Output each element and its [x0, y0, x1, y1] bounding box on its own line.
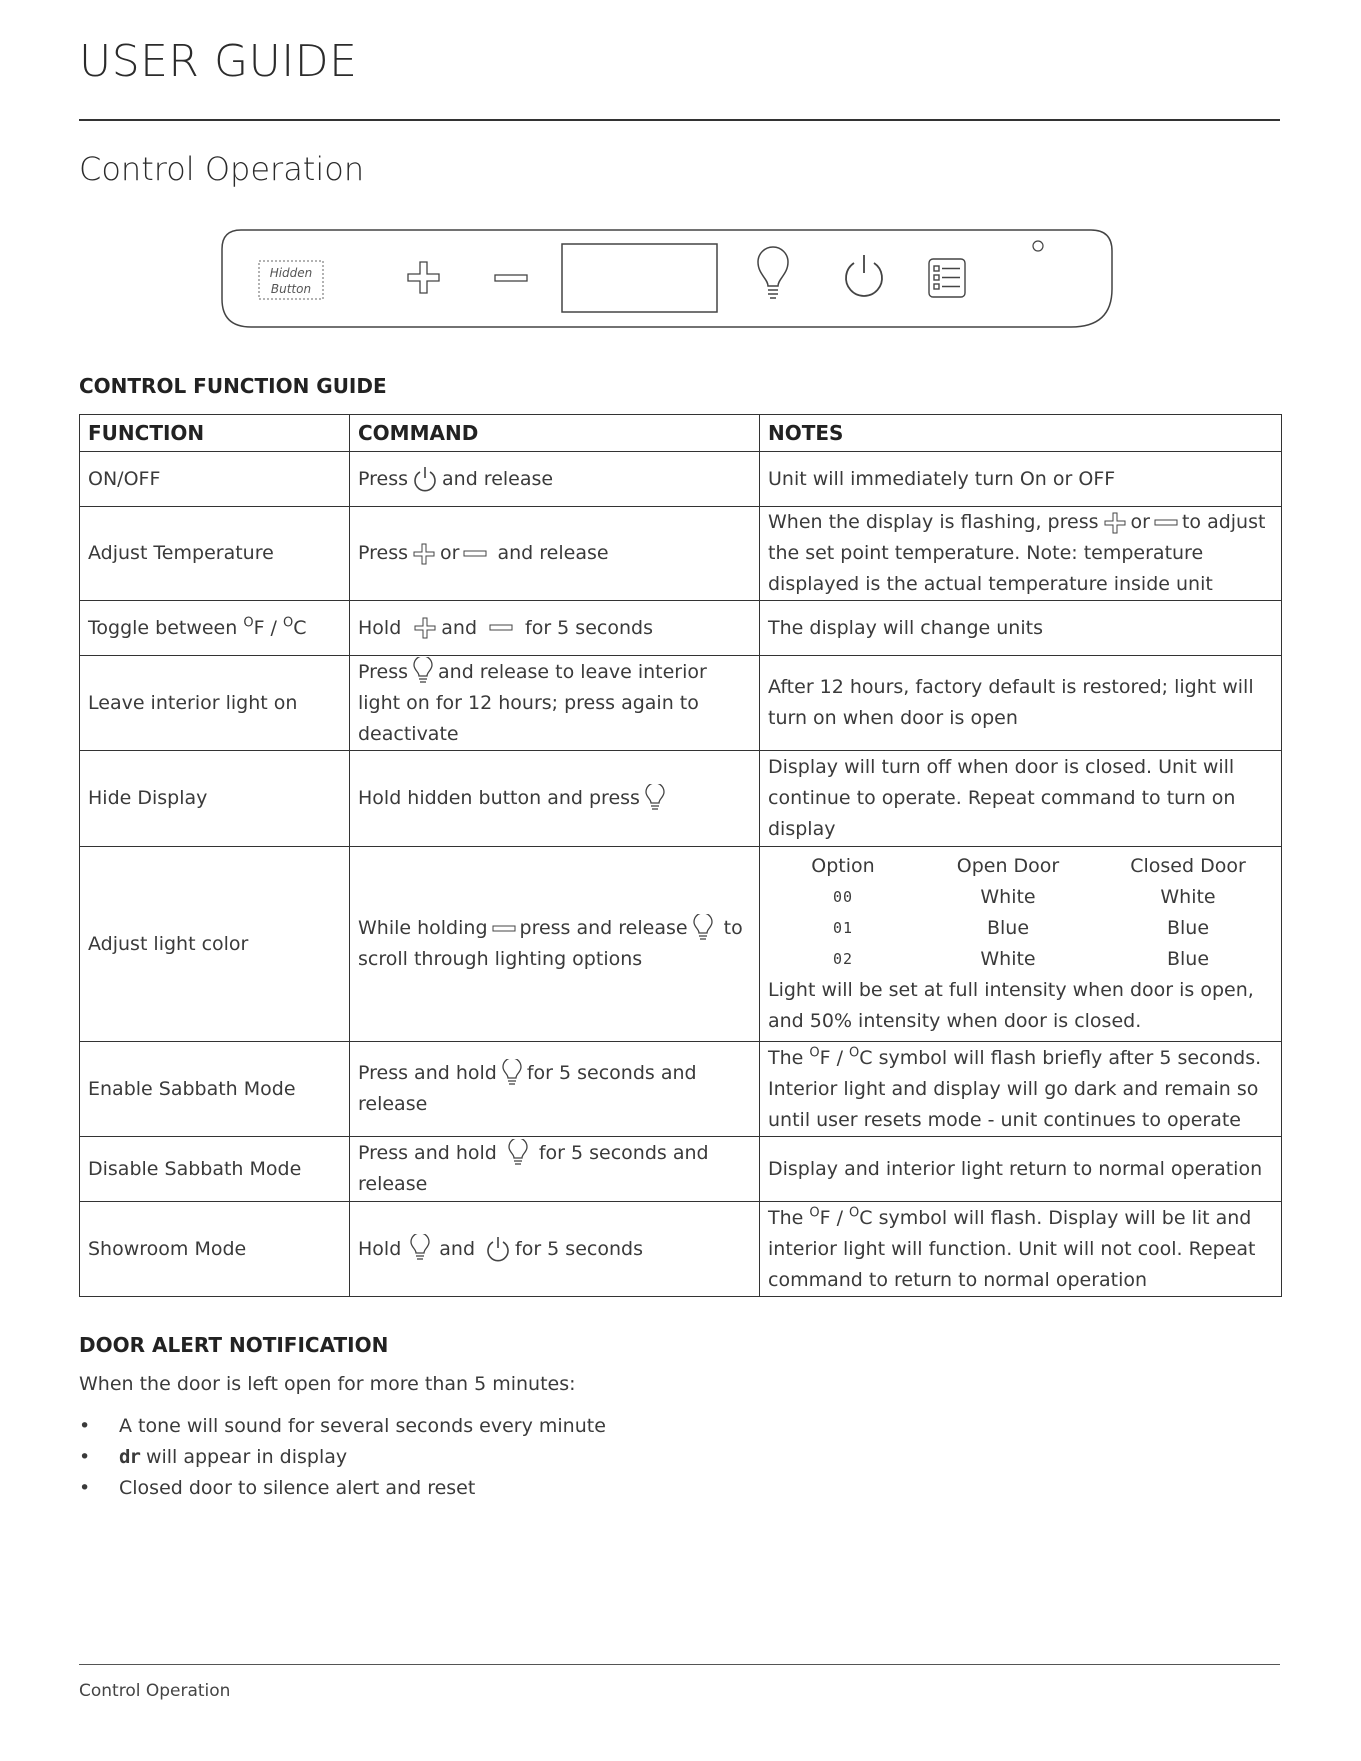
table-row: [80, 847, 1282, 1042]
notes-cell: Display will turn off when door is closed. Unit will continue to operate. Repeat command to turn on display: [760, 751, 1282, 847]
bullet-glyph: •: [79, 1446, 91, 1468]
power-icon: [412, 465, 438, 493]
option-header: Option: [811, 855, 875, 877]
power-icon: [846, 255, 882, 296]
command-cell: Press and release: [350, 452, 760, 507]
function-cell: Enable Sabbath Mode: [80, 1042, 350, 1137]
notes-cell: [760, 847, 1282, 1042]
table-row: [80, 1042, 1282, 1137]
light-bulb-icon: [412, 657, 434, 687]
door-alert-title: DOOR ALERT NOTIFICATION: [79, 1333, 389, 1357]
function-cell: Leave interior light on: [80, 656, 350, 751]
light-options-footnote: Light will be set at full intensity when door is open, and 50% intensity when door is closed.: [768, 979, 1254, 1032]
minus-icon: [492, 924, 516, 934]
footer-text: Control Operation: [79, 1681, 231, 1701]
light-options-table: [768, 851, 1273, 975]
light-bulb-icon: [644, 784, 666, 814]
command-cell: Hold hidden button and press: [350, 751, 760, 847]
light-bulb-icon: [507, 1139, 529, 1169]
section-title: Control Operation: [79, 150, 365, 188]
option-code: 01: [832, 919, 854, 937]
function-cell: Adjust Temperature: [80, 507, 350, 601]
function-cell: Hide Display: [80, 751, 350, 847]
list-item: • dr will appear in display: [79, 1442, 606, 1473]
page-header-title: USER GUIDE: [79, 36, 358, 87]
header-notes: NOTES: [760, 415, 1282, 452]
table-row: [80, 1137, 1282, 1202]
display-window: [562, 244, 717, 312]
function-cell: Showroom Mode: [80, 1202, 350, 1297]
option-code: 00: [832, 888, 854, 906]
plus-icon: [412, 542, 436, 566]
notes-cell: The $^O$F / $^O$C symbol will flash briefly after 5 seconds. Interior light and display will go dark and remain so until user resets mode - unit continues to operate: [760, 1042, 1282, 1137]
control-panel-illustration: [221, 229, 1113, 329]
option-open: White: [980, 886, 1036, 908]
option-open: White: [980, 948, 1036, 970]
closed-door-header: Closed Door: [1130, 855, 1246, 877]
plus-icon: [413, 616, 437, 640]
function-cell: Toggle between $^O$F / $^O$C: [80, 601, 350, 656]
notes-cell: When the display is flashing, press or to adjust the set point temperature. Note: temperature displayed is the actual temperature inside unit: [760, 507, 1282, 601]
option-closed: White: [1160, 886, 1216, 908]
notes-cell: The display will change units: [760, 601, 1282, 656]
guide-title: CONTROL FUNCTION GUIDE: [79, 374, 387, 398]
light-bulb-icon: [501, 1059, 523, 1089]
power-icon: [485, 1235, 511, 1263]
hidden-button-label-2: Button: [270, 282, 312, 296]
command-cell: Press and hold for 5 seconds and release: [350, 1137, 760, 1202]
door-alert-list: [79, 1411, 606, 1504]
option-code: 02: [832, 950, 854, 968]
light-bulb-icon: [758, 247, 788, 298]
option-closed: Blue: [1166, 917, 1210, 939]
hidden-button-label-1: Hidden: [269, 266, 313, 280]
menu-list-icon: [929, 259, 965, 297]
table-row: [80, 1202, 1282, 1297]
minus-icon: [463, 549, 487, 559]
table-row: [80, 452, 1282, 507]
plus-icon: [1103, 511, 1127, 535]
notes-cell: Unit will immediately turn On or OFF: [760, 452, 1282, 507]
header-divider: [79, 119, 1280, 121]
minus-icon: [1154, 518, 1178, 528]
command-cell: Hold and for 5 seconds: [350, 601, 760, 656]
notes-cell: Display and interior light return to normal operation: [760, 1137, 1282, 1202]
table-header-row: [80, 415, 1282, 452]
command-cell: Hold and for 5 seconds: [350, 1202, 760, 1297]
control-function-table: [79, 414, 1282, 1297]
light-bulb-icon: [409, 1234, 431, 1264]
list-item: • Closed door to silence alert and reset: [79, 1473, 606, 1504]
minus-icon: [489, 623, 513, 633]
indicator-led: [1033, 241, 1043, 251]
bullet-glyph: •: [79, 1415, 91, 1437]
option-closed: Blue: [1166, 948, 1210, 970]
option-open: Blue: [986, 917, 1030, 939]
display-code-dr: dr: [119, 1446, 140, 1468]
command-cell: Press and release to leave interior light on for 12 hours; press again to deactivate: [350, 656, 760, 751]
footer-divider: [79, 1664, 1280, 1665]
table-row: [80, 751, 1282, 847]
header-command: COMMAND: [350, 415, 760, 452]
command-cell: While holding press and release to scroll through lighting options: [350, 847, 760, 1042]
door-alert-intro: When the door is left open for more than 5 minutes:: [79, 1373, 576, 1395]
minus-icon: [495, 275, 527, 281]
function-cell: ON/OFF: [80, 452, 350, 507]
notes-cell: The $^O$F / $^O$C symbol will flash. Display will be lit and interior light will function. Unit will not cool. Repeat command to return to normal operation: [760, 1202, 1282, 1297]
list-item: • A tone will sound for several seconds every minute: [79, 1411, 606, 1442]
command-cell: Press and hold for 5 seconds and release: [350, 1042, 760, 1137]
table-row: [80, 601, 1282, 656]
table-row: [80, 656, 1282, 751]
bullet-glyph: •: [79, 1477, 91, 1499]
header-function: FUNCTION: [80, 415, 350, 452]
plus-icon: [408, 262, 439, 293]
notes-cell: After 12 hours, factory default is restored; light will turn on when door is open: [760, 656, 1282, 751]
light-bulb-icon: [692, 914, 714, 944]
table-row: [80, 507, 1282, 601]
open-door-header: Open Door: [956, 855, 1060, 877]
command-cell: Press or and release: [350, 507, 760, 601]
function-cell: Disable Sabbath Mode: [80, 1137, 350, 1202]
function-cell: Adjust light color: [80, 847, 350, 1042]
